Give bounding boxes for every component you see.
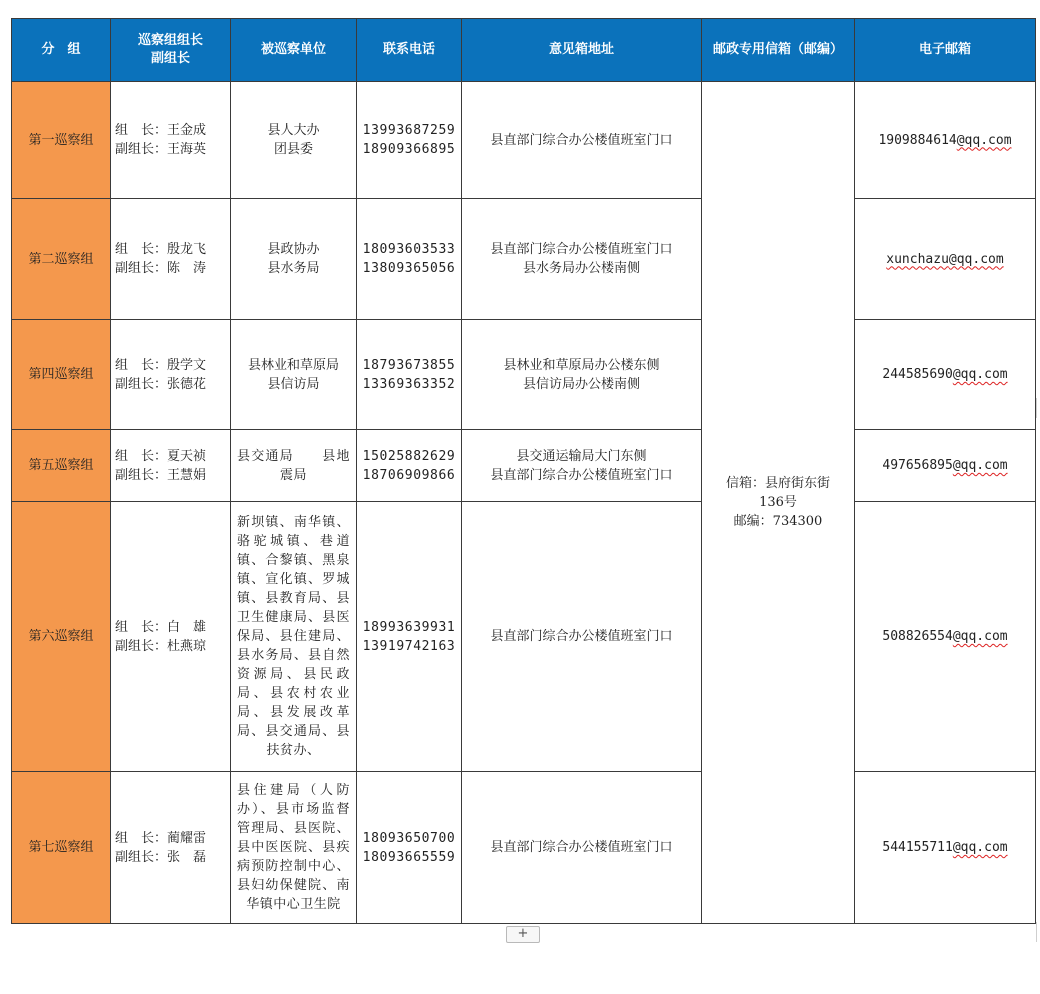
header-mailbox: 邮政专用信箱（邮编）: [702, 19, 855, 82]
contact-phones: 18093650700 18093665559: [357, 772, 462, 924]
table-row: [12, 82, 1036, 199]
suggestion-box-address: 县林业和草原局办公楼东侧 县信访局办公楼南侧: [462, 320, 702, 430]
inspected-units: 县人大办 团县委: [231, 82, 357, 199]
contact-phones: 18093603533 13809365056: [357, 199, 462, 320]
leader-names: 组 长：蔺耀雷 副组长：张 磊: [111, 772, 231, 924]
email-user: 497656895: [882, 458, 953, 473]
suggestion-box-address: 县直部门综合办公楼值班室门口: [462, 82, 702, 199]
leader-names: 组 长：殷学文 副组长：张德花: [111, 320, 231, 430]
header-leader: 巡察组组长 副组长: [111, 19, 231, 82]
inspected-units: 县政协办 县水务局: [231, 199, 357, 320]
suggestion-box-address: 县直部门综合办公楼值班室门口: [462, 772, 702, 924]
table-row: [12, 320, 1036, 430]
email-domain: @qq.com: [956, 132, 1012, 148]
email-user: xunchazu: [886, 251, 949, 267]
email-domain: @qq.com: [948, 251, 1004, 267]
header-group: 分 组: [12, 19, 111, 82]
contact-phones: 18793673855 13369363352: [357, 320, 462, 430]
email-address: [855, 199, 1036, 320]
contact-phones: 18993639931 13919742163: [357, 502, 462, 772]
email-address: [855, 320, 1036, 430]
table-row: [12, 772, 1036, 924]
email-domain: @qq.com: [952, 367, 1008, 382]
leader-names: 组 长：白 雄 副组长：杜燕琼: [111, 502, 231, 772]
group-name: 第二巡察组: [12, 199, 111, 320]
email-user: 508826554: [882, 629, 953, 644]
suggestion-box-address: 县直部门综合办公楼值班室门口: [462, 502, 702, 772]
email-domain: @qq.com: [952, 458, 1008, 473]
header-address: 意见箱地址: [462, 19, 702, 82]
contact-phones: 13993687259 18909366895: [357, 82, 462, 199]
email-user: 544155711: [882, 840, 953, 855]
resize-handle[interactable]: [1036, 922, 1040, 942]
email-domain: @qq.com: [952, 629, 1008, 644]
email-user: 1909884614: [878, 132, 957, 148]
header-email: 电子邮箱: [855, 19, 1036, 82]
inspected-units: 新坝镇、南华镇、骆驼城镇、巷道镇、合黎镇、黑泉镇、宣化镇、罗城镇、县教育局、县卫生健康局、县医保局、县住建局、县水务局、县自然资源局、县民政局、县农村农业局、县发展改革局、县交通局、县扶贫办、: [231, 502, 357, 772]
group-name: 第四巡察组: [12, 320, 111, 430]
email-address: [855, 82, 1036, 199]
email-address: [855, 772, 1036, 924]
table-row: [12, 199, 1036, 320]
leader-names: 组 长：王金成 副组长：王海英: [111, 82, 231, 199]
group-name: 第六巡察组: [12, 502, 111, 772]
suggestion-box-address: 县交通运输局大门东侧 县直部门综合办公楼值班室门口: [462, 430, 702, 502]
inspected-units: 县林业和草原局 县信访局: [231, 320, 357, 430]
group-name: 第七巡察组: [12, 772, 111, 924]
resize-handle[interactable]: [1036, 398, 1040, 418]
inspected-units: 县住建局（人防办）、县市场监督管理局、县医院、县中医医院、县疾病预防控制中心、县妇幼保健院、南华镇中心卫生院: [231, 772, 357, 924]
inspected-units: 县交通局 县地震局: [231, 430, 357, 502]
group-name: 第五巡察组: [12, 430, 111, 502]
inspection-schedule-table: [11, 18, 1036, 924]
email-user: 244585690: [882, 367, 953, 382]
contact-phones: 15025882629 18706909866: [357, 430, 462, 502]
header-unit: 被巡察单位: [231, 19, 357, 82]
leader-names: 组 长：殷龙飞 副组长：陈 涛: [111, 199, 231, 320]
table-row: [12, 430, 1036, 502]
suggestion-box-address: 县直部门综合办公楼值班室门口 县水务局办公楼南侧: [462, 199, 702, 320]
table-row: [12, 502, 1036, 772]
add-row-button[interactable]: +: [506, 926, 540, 943]
leader-names: 组 长：夏天祯 副组长：王慧娟: [111, 430, 231, 502]
postal-mailbox: 信箱：县府街东街 136号 邮编：734300: [702, 82, 855, 924]
header-row: [12, 19, 1036, 82]
email-address: [855, 502, 1036, 772]
email-address: [855, 430, 1036, 502]
header-phone: 联系电话: [357, 19, 462, 82]
email-domain: @qq.com: [952, 840, 1008, 855]
group-name: 第一巡察组: [12, 82, 111, 199]
